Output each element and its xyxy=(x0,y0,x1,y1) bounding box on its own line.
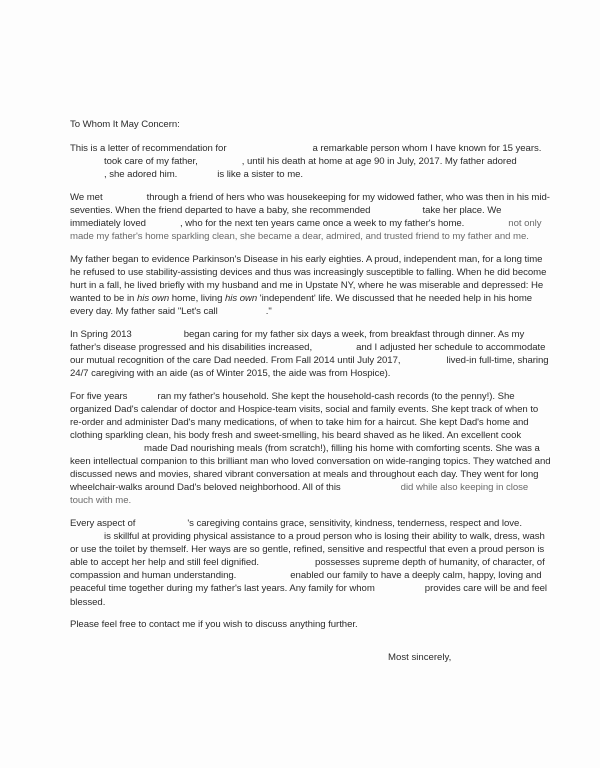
text-segment: provides care will be and feel blessed. xyxy=(70,583,548,608)
text-segment: took care of my father, xyxy=(104,156,198,168)
text-segment: home, living xyxy=(171,293,223,305)
text-segment: ran my father's household. She kept the household-cash records (to the penny!). She organized Dad's calendar of doctor and Hospice-team visits, social and family events. She kept track of when to re-order and administer Dad's many medications, of when to take him for a haircut. She kept Dad's home and clothing sparkling clean, his body fresh and sweet-smelling, his beard shaved as he liked. An excellent cook xyxy=(70,390,539,441)
closing: Most sincerely, xyxy=(388,652,452,663)
paragraph-caregiving-qualities xyxy=(70,517,552,609)
text-segment: In Spring 2013 xyxy=(70,328,132,340)
text-segment: made Dad nourishing meals (from scratch!), filling his home with comforting scents. She was a keen intellectual companion to this brilliant man who loved conversation on wide-ranging topics. They watched and discussed news and movies, shared vibrant conversation at meals and throughout each day. They went for long wheelchair-walks around Dad's beloved neighborhood. All of this xyxy=(70,442,551,494)
text-segment: is skillful at providing physical assistance to a proud person who is losing their ability to walk, dress, wash or use the toilet by themself. Her ways are so gentle, refined, sensitive and respectful that even a proud person is able to accept her help and still feel dignified. xyxy=(70,531,545,569)
text-segment: enabled our family to have a deeply calm, happy, loving and peaceful time together during my father's last years. Any family for whom xyxy=(70,570,542,595)
text-segment: did while also keeping in close touch with me. xyxy=(70,482,529,507)
emphasis-text: his own xyxy=(136,293,170,305)
text-segment: , who for the next ten years came once a week to my father's home. xyxy=(179,218,465,230)
emphasis-text: his own xyxy=(224,293,258,305)
text-segment: Every aspect of xyxy=(70,517,136,529)
paragraph-caregiving-start xyxy=(70,328,552,380)
paragraph-contact: Please feel free to contact me if you wish to discuss anything further. xyxy=(70,619,358,631)
text-segment: , until his death at home at age 90 in July, 2017. My father adored xyxy=(241,156,517,168)
text-segment: 's caregiving contains grace, sensitivity, kindness, tenderness, respect and love. xyxy=(187,517,522,529)
text-segment: This is a letter of recommendation for xyxy=(70,143,227,155)
text-segment: ." xyxy=(265,306,272,318)
letter-body xyxy=(70,118,552,641)
text-segment: 'independent' life. We discussed that he needed help in his home every day. My father said "Let's call xyxy=(70,293,533,318)
text-segment: began caring for my father six days a week, from breakfast through dinner. As my father's disease progressed and his disabilities increased, xyxy=(70,328,525,353)
text-segment: through a friend of hers who was housekeeping for my widowed father, who was then in his mid-seventies. When the friend departed to have a baby, she recommended xyxy=(70,191,550,216)
paragraph-introduction xyxy=(70,142,552,181)
text-segment: a remarkable person whom I have known for 15 years. xyxy=(312,143,542,155)
text-segment: possesses supreme depth of humanity, of character, of compassion and human understanding. xyxy=(70,557,545,582)
text-segment: For five years xyxy=(70,390,128,402)
text-segment: We met xyxy=(70,191,103,203)
text-segment: not only made my father's home sparkling clean, she became a dear, admired, and trusted friend to my father and me. xyxy=(70,218,542,243)
text-segment: lived-in full-time, sharing 24/7 caregiving with an aide (as of Winter 2015, the aide was from Hospice). xyxy=(70,354,549,379)
paragraph-fathers-illness xyxy=(70,253,552,318)
text-segment: and I adjusted her schedule to accommodate our mutual recognition of the care Dad needed. From Fall 2014 until July 2017, xyxy=(70,341,546,366)
text-segment: take her place. We immediately loved xyxy=(70,204,502,230)
text-segment: is like a sister to me. xyxy=(217,169,304,181)
paragraph-household xyxy=(70,390,552,508)
text-segment: , she adored him. xyxy=(104,169,178,181)
text-segment: My father began to evidence Parkinson's Disease in his early eighties. A proud, independent man, for a long time he refused to use stability-assisting devices and thus was increasingly susceptible to falling. When he did become hurt in a fall, he lived briefly with my husband and me in Upstate NY, where he was miserable and depressed: He wanted to be in xyxy=(70,253,547,305)
salutation: To Whom It May Concern: xyxy=(70,119,180,130)
paragraph-how-we-met xyxy=(70,191,552,243)
